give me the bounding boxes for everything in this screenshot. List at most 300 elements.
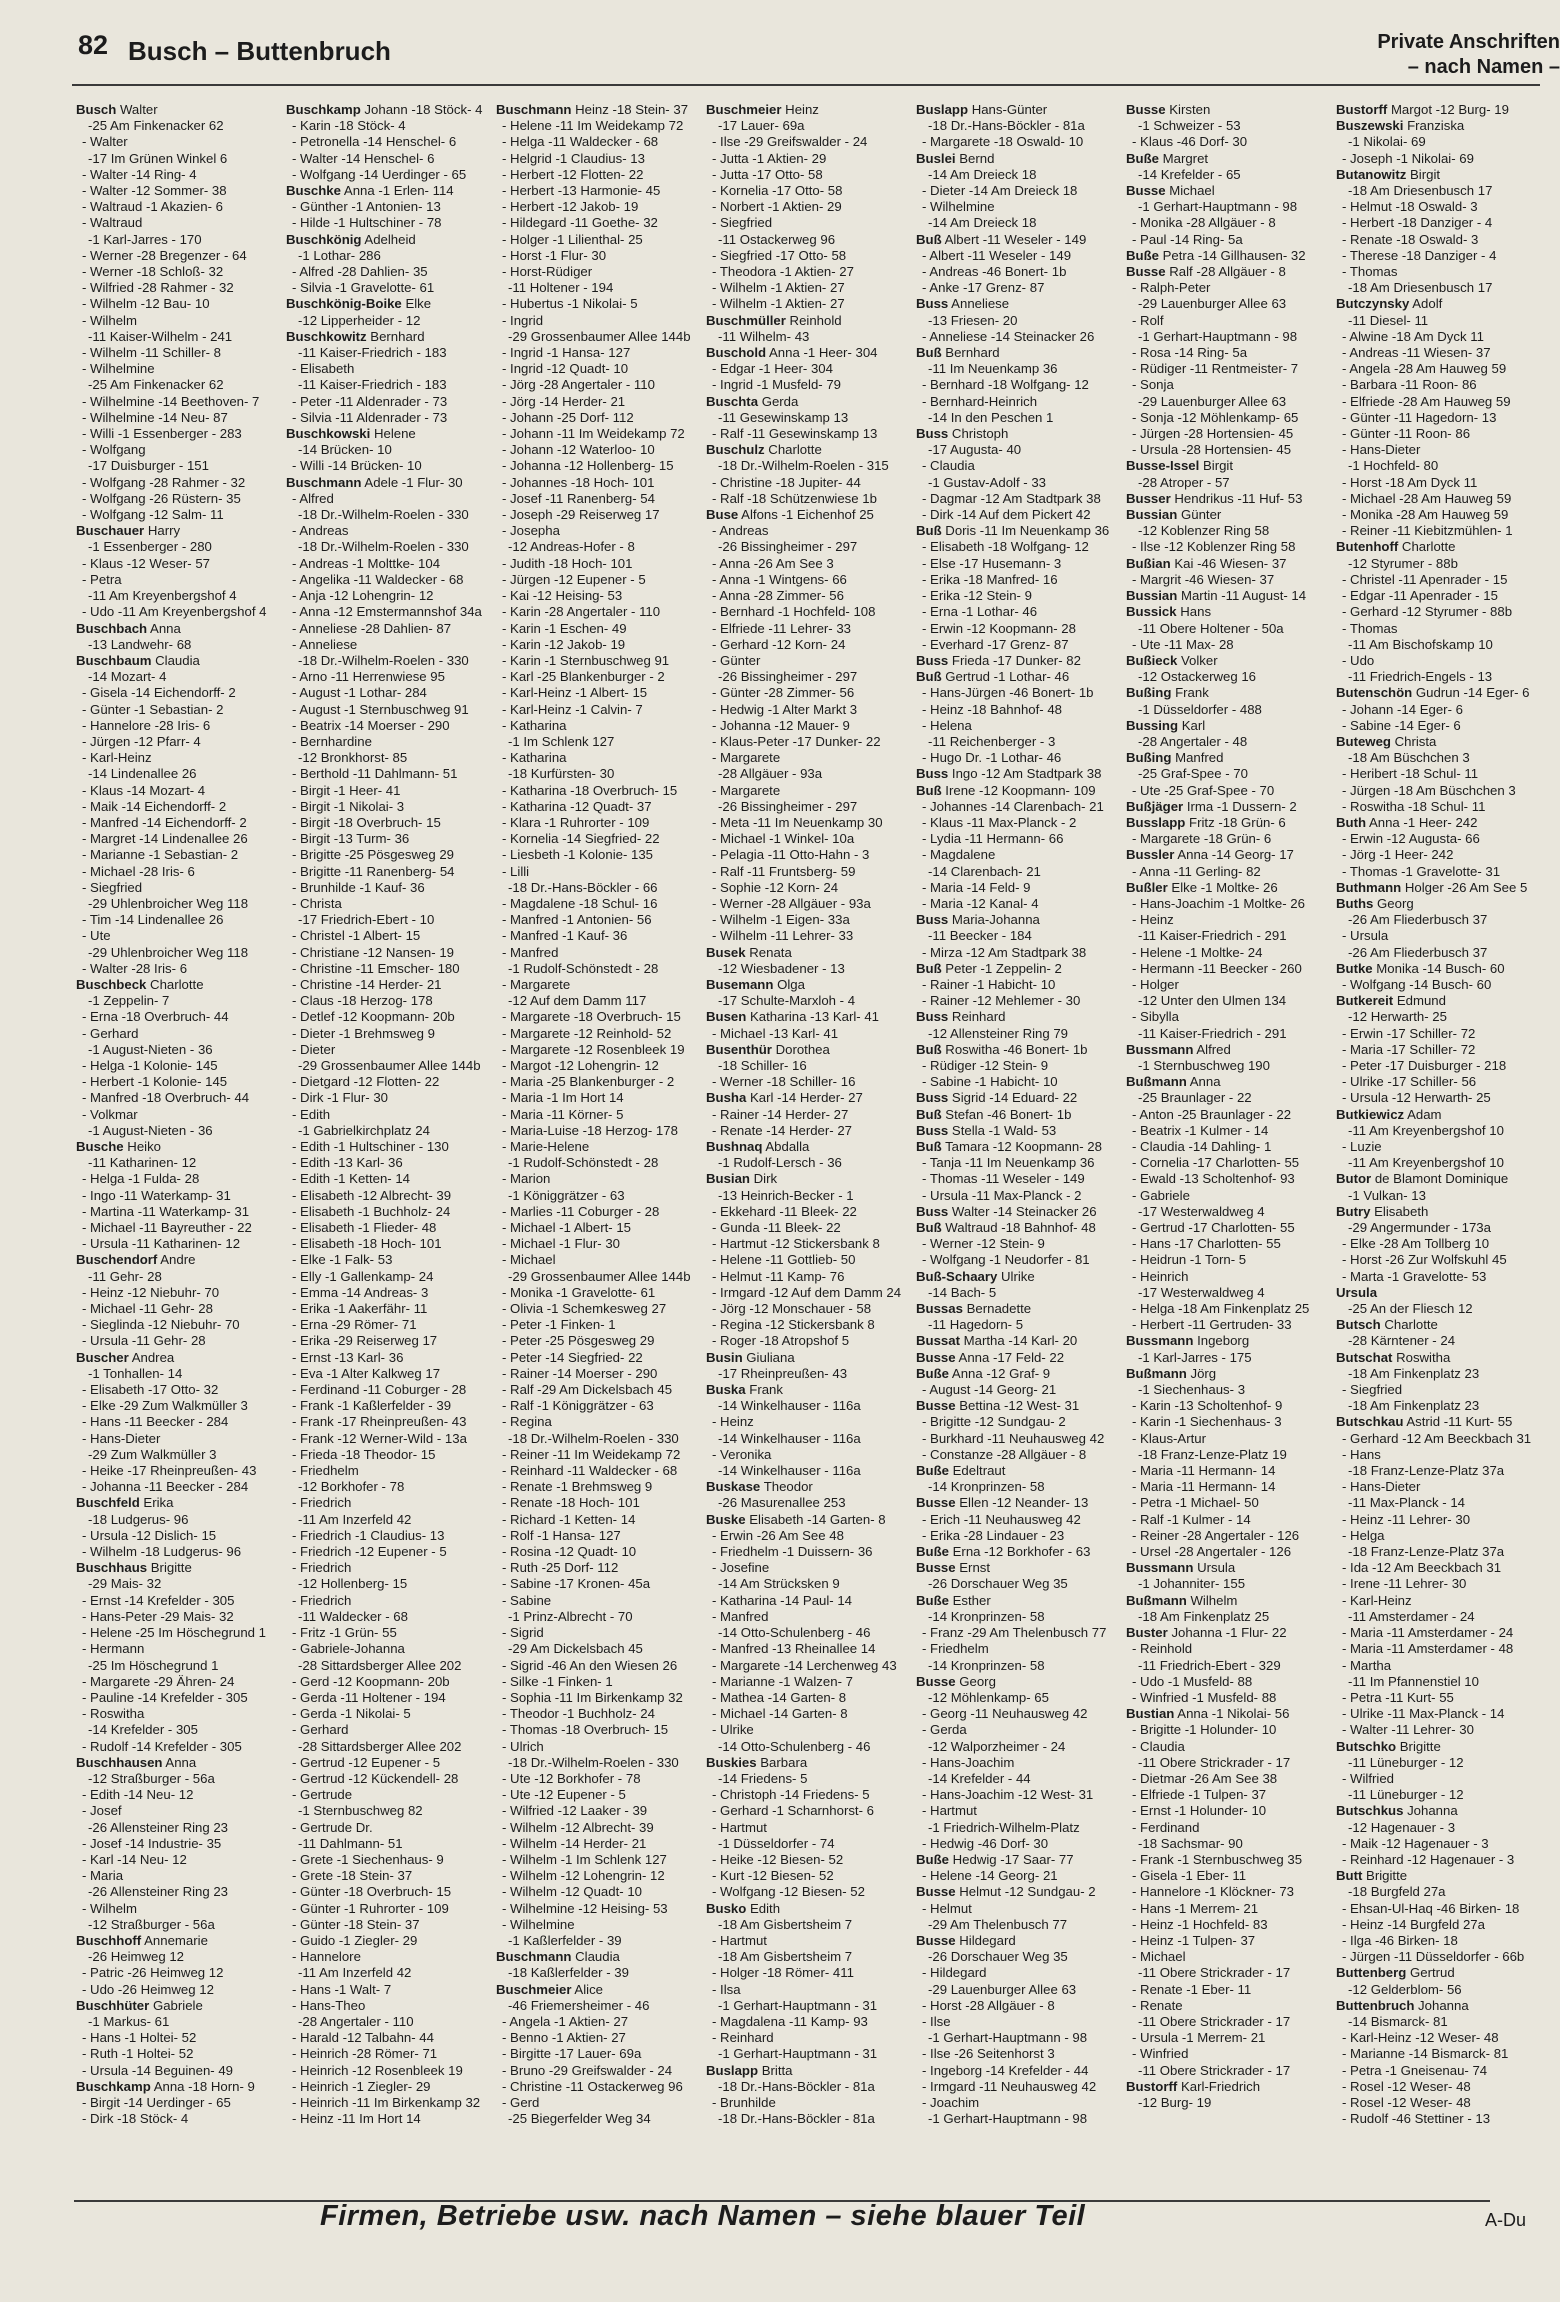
surname: Bussian bbox=[1126, 588, 1178, 604]
directory-entry: -18 Dr.-Wilhelm-Roelen - 330 bbox=[508, 1430, 679, 1446]
surname: Bussler bbox=[1126, 847, 1175, 863]
directory-entry: - Walter -14 Henschel- 6 bbox=[292, 150, 435, 166]
directory-entry: - Hans -1 Holtei- 52 bbox=[82, 2030, 197, 2046]
directory-entry: Buss Walter -14 Steinacker 26 bbox=[916, 1203, 1097, 1219]
directory-entry: - Arno -11 Herrenwiese 95 bbox=[292, 669, 445, 685]
directory-entry: - Karl-Heinz -1 Calvin- 7 bbox=[502, 701, 643, 717]
directory-entry: - Cornelia -17 Charlotten- 55 bbox=[1132, 1155, 1300, 1171]
surname: Bußmann bbox=[1126, 1074, 1187, 1090]
surname: Buße bbox=[1126, 150, 1159, 166]
directory-entry: - Hartmut bbox=[712, 1819, 767, 1835]
directory-entry: - Birgit -1 Nikolai- 3 bbox=[292, 798, 405, 814]
directory-entry: - Dirk -14 Auf dem Pickert 42 bbox=[922, 507, 1091, 523]
directory-entry: - Reinhard bbox=[712, 2030, 774, 2046]
directory-entry: -18 Dr.-Hans-Böckler - 81a bbox=[718, 2111, 875, 2127]
directory-entry: - Margarete -14 Lerchenweg 43 bbox=[712, 1657, 897, 1673]
directory-entry: Butschkau Astrid -11 Kurt- 55 bbox=[1336, 1414, 1513, 1430]
directory-entry: - Bernhard -18 Wolfgang- 12 bbox=[922, 377, 1089, 393]
directory-entry: -1 Siechenhaus- 3 bbox=[1138, 1382, 1246, 1398]
directory-entry: - Heinrich -1 Ziegler- 29 bbox=[292, 2078, 431, 2094]
directory-entry: - Veronika bbox=[712, 1446, 772, 1462]
directory-entry: Bussmann Ursula bbox=[1126, 1560, 1236, 1576]
directory-entry: - Sigrid -46 An den Wiesen 26 bbox=[502, 1657, 678, 1673]
footer-note: Firmen, Betriebe usw. nach Namen – siehe blauer Teil bbox=[320, 2200, 1086, 2232]
directory-entry: -18 Franz-Lenze-Platz 19 bbox=[1138, 1446, 1287, 1462]
directory-entry: -17 Westerwaldweg 4 bbox=[1138, 1203, 1265, 1219]
surname: Buthmann bbox=[1336, 879, 1402, 895]
directory-entry: - Gerda bbox=[922, 1722, 967, 1738]
directory-entry: Buschhaus Brigitte bbox=[76, 1560, 192, 1576]
directory-entry: Buschkowski Helene bbox=[286, 426, 416, 442]
surname: Bustorff bbox=[1336, 102, 1388, 117]
directory-entry: - Ralph-Peter bbox=[1132, 280, 1211, 296]
directory-entry: - Michael -11 Gehr- 28 bbox=[82, 1301, 213, 1317]
directory-entry: -11 Im Neuenkamp 36 bbox=[928, 361, 1058, 377]
directory-entry: - Klaus -14 Mozart- 4 bbox=[82, 782, 206, 798]
directory-entry: - Margarete -29 Ähren- 24 bbox=[82, 1673, 235, 1689]
directory-entry: - Guido -1 Ziegler- 29 bbox=[292, 1932, 418, 1948]
surname: Busha bbox=[706, 1090, 747, 1106]
directory-entry: Bussat Martha -14 Karl- 20 bbox=[916, 1333, 1078, 1349]
directory-entry: - Magdalena -11 Kamp- 93 bbox=[712, 2013, 868, 2029]
directory-entry: - Rudolf -14 Krefelder - 305 bbox=[82, 1738, 242, 1754]
directory-entry: - Rüdiger -12 Stein- 9 bbox=[922, 1057, 1049, 1073]
directory-entry: - Heinz bbox=[712, 1414, 754, 1430]
directory-entry: -11 Gesewinskamp 13 bbox=[718, 409, 849, 425]
directory-entry: - Pelagia -11 Otto-Hahn - 3 bbox=[712, 847, 870, 863]
directory-entry: - Maria -11 Körner- 5 bbox=[502, 1106, 624, 1122]
directory-entry: Buschkönig Adelheid bbox=[286, 231, 416, 247]
directory-entry: - Ingo -11 Waterkamp- 31 bbox=[82, 1187, 231, 1203]
surname: Buscher bbox=[76, 1349, 129, 1365]
directory-entry: - Herbert -1 Kolonie- 145 bbox=[82, 1074, 228, 1090]
directory-entry: - Peter -17 Duisburger - 218 bbox=[1342, 1057, 1507, 1073]
directory-entry: - Katharina -12 Quadt- 37 bbox=[502, 798, 652, 814]
directory-entry: Bussas Bernadette bbox=[916, 1301, 1032, 1317]
directory-entry: -25 Im Höschegrund 1 bbox=[88, 1657, 219, 1673]
directory-entry: -11 Im Pfannenstiel 10 bbox=[1348, 1673, 1479, 1689]
directory-entry: -1 Karl-Jarres - 175 bbox=[1138, 1349, 1252, 1365]
directory-entry: -18 Dr.-Hans-Böckler - 81a bbox=[718, 2078, 875, 2094]
directory-entry: Buss Sigrid -14 Eduard- 22 bbox=[916, 1090, 1078, 1106]
directory-entry: -25 Am Finkenacker 62 bbox=[88, 377, 224, 393]
surname: Buss bbox=[916, 296, 949, 312]
directory-entry: Busenthür Dorothea bbox=[706, 1041, 830, 1057]
directory-entry: - Karl-Heinz bbox=[82, 750, 152, 766]
directory-entry: - Johann -25 Dorf- 112 bbox=[502, 409, 634, 425]
directory-entry: - Gisela -14 Eichendorff- 2 bbox=[82, 685, 236, 701]
directory-entry: - Walter -28 Iris- 6 bbox=[82, 960, 188, 976]
surname: Busse bbox=[1126, 183, 1166, 199]
directory-entry: -11 Beecker - 184 bbox=[928, 928, 1032, 944]
directory-entry: - Jürgen -18 Am Büschchen 3 bbox=[1342, 782, 1516, 798]
directory-entry: - Ilga -46 Birken- 18 bbox=[1342, 1932, 1458, 1948]
directory-entry: Busse Anna -17 Feld- 22 bbox=[916, 1349, 1065, 1365]
surname: Bußian bbox=[1126, 555, 1171, 571]
directory-column bbox=[706, 102, 916, 2190]
directory-entry: - Frank -1 Sternbuschweg 35 bbox=[1132, 1851, 1303, 1867]
directory-entry: - August -1 Lothar- 284 bbox=[292, 685, 427, 701]
directory-entry: Busse Hildegard bbox=[916, 1932, 1016, 1948]
directory-entry: -11 Kaiser-Friedrich - 291 bbox=[1138, 1025, 1287, 1041]
surname: Busch bbox=[76, 102, 117, 117]
directory-entry: Buschkamp Johann -18 Stöck- 4 bbox=[286, 102, 483, 117]
directory-entry: - Hans -17 Charlotten- 55 bbox=[1132, 1236, 1281, 1252]
directory-entry: - Heinrich -11 Im Birkenkamp 32 bbox=[292, 2094, 481, 2110]
directory-entry: Buss Stella -1 Wald- 53 bbox=[916, 1122, 1057, 1138]
directory-entry: -14 Kronprinzen- 58 bbox=[928, 1479, 1045, 1495]
directory-entry: - Maria-Luise -18 Herzog- 178 bbox=[502, 1122, 678, 1138]
directory-entry: - Gisela -1 Eber- 11 bbox=[1132, 1868, 1247, 1884]
directory-entry: - Angela -1 Aktien- 27 bbox=[502, 2013, 629, 2029]
directory-entry: - Edith -1 Hultschiner - 130 bbox=[292, 1139, 449, 1154]
directory-entry: - Walter -11 Lehrer- 30 bbox=[1342, 1722, 1474, 1738]
directory-entry: -14 Krefelder - 65 bbox=[1138, 166, 1241, 182]
directory-entry: -14 Am Dreieck 18 bbox=[928, 215, 1037, 231]
directory-entry: - Wilhelm -1 Im Schlenk 127 bbox=[502, 1851, 667, 1867]
directory-entry: Buske Elisabeth -14 Garten- 8 bbox=[706, 1511, 886, 1527]
directory-entry: -12 Hollenberg- 15 bbox=[298, 1576, 408, 1592]
surname: Bußieck bbox=[1126, 652, 1178, 668]
directory-entry: - Helga bbox=[1342, 1527, 1385, 1543]
directory-entry: -1 Düsseldorfer - 488 bbox=[1138, 701, 1262, 717]
directory-entry: - Elisabeth bbox=[292, 361, 355, 377]
directory-entry: Butanowitz Birgit bbox=[1336, 166, 1441, 182]
directory-entry: - Willi -1 Essenberger - 283 bbox=[82, 426, 242, 442]
directory-entry: Bußmann Anna bbox=[1126, 1074, 1221, 1090]
directory-entry: - Günter bbox=[712, 652, 761, 668]
directory-entry: - Günter -1 Sebastian- 2 bbox=[82, 701, 224, 717]
directory-entry: -17 Schulte-Marxloh - 4 bbox=[718, 993, 856, 1009]
directory-entry: -11 Kaiser-Friedrich - 291 bbox=[1138, 928, 1287, 944]
directory-entry: - Klaus-Artur bbox=[1132, 1430, 1207, 1446]
directory-entry: Buthmann Holger -26 Am See 5 bbox=[1336, 879, 1528, 895]
directory-entry: - Frank -12 Werner-Wild - 13a bbox=[292, 1430, 467, 1446]
surname: Buschkönig bbox=[286, 231, 362, 247]
directory-entry: -11 Lüneburger - 12 bbox=[1348, 1754, 1464, 1770]
surname: Buß bbox=[916, 1139, 942, 1154]
directory-entry: - Josef -11 Ranenberg- 54 bbox=[502, 490, 655, 506]
directory-entry: -1 Karl-Jarres - 170 bbox=[88, 231, 202, 247]
directory-entry: Bußler Elke -1 Moltke- 26 bbox=[1126, 879, 1278, 895]
footer-code: A-Du bbox=[1484, 2210, 1526, 2230]
directory-entry: -14 Krefelder - 44 bbox=[928, 1770, 1031, 1786]
directory-entry: - Rosina -12 Quadt- 10 bbox=[502, 1544, 637, 1560]
directory-entry: - Helmut bbox=[922, 1900, 972, 1916]
directory-entry: - Edith bbox=[292, 1106, 331, 1122]
directory-entry: - Beatrix -14 Moerser - 290 bbox=[292, 717, 450, 733]
directory-entry: - Siegfried bbox=[712, 215, 773, 231]
directory-entry: - Edgar -1 Heer- 304 bbox=[712, 361, 833, 377]
directory-entry: - Michael bbox=[502, 1252, 556, 1268]
directory-entry: -12 Ostackerweg 16 bbox=[1138, 669, 1257, 685]
directory-entry: - Wilhelm -12 Quadt- 10 bbox=[502, 1884, 642, 1900]
directory-entry: - Roswitha bbox=[82, 1706, 145, 1722]
directory-entry: - Erika -18 Manfred- 16 bbox=[922, 571, 1058, 587]
directory-entry: - Brigitte -1 Holunder- 10 bbox=[1132, 1722, 1277, 1738]
directory-entry: - Margarete -18 Oswald- 10 bbox=[922, 134, 1084, 150]
surname: Buse bbox=[706, 507, 739, 523]
directory-entry: -29 Grossenbaumer Allee 144b bbox=[508, 1268, 691, 1284]
surname: Buss bbox=[916, 1122, 949, 1138]
directory-entry: Buss Anneliese bbox=[916, 296, 1010, 312]
directory-entry: - Michael -28 Am Hauweg 59 bbox=[1342, 490, 1512, 506]
directory-entry: - Elke -1 Falk- 53 bbox=[292, 1252, 393, 1268]
directory-entry: - Frank -1 Kaßlerfelder - 39 bbox=[292, 1398, 452, 1414]
directory-entry: - Marta -1 Gravelotte- 53 bbox=[1342, 1268, 1487, 1284]
directory-entry: -11 Friedrich-Engels - 13 bbox=[1348, 669, 1493, 685]
directory-entry: - Christel -11 Apenrader - 15 bbox=[1342, 571, 1508, 587]
directory-entry: Buß Stefan -46 Bonert- 1b bbox=[916, 1106, 1072, 1122]
directory-entry: -28 Angertaler - 110 bbox=[298, 2013, 414, 2029]
directory-entry: - Gabriele bbox=[1132, 1187, 1190, 1203]
surname: Buttenberg bbox=[1336, 1965, 1407, 1981]
directory-entry: -14 Brücken- 10 bbox=[298, 442, 392, 458]
directory-entry: - Manfred -1 Antonien- 56 bbox=[502, 912, 652, 928]
directory-entry: - Christine -14 Herder- 21 bbox=[292, 976, 442, 992]
directory-entry: - Brigitte -11 Ranenberg- 54 bbox=[292, 863, 455, 879]
directory-entry: - Bernhard -1 Hochfeld- 108 bbox=[712, 604, 876, 620]
surname: Buschta bbox=[706, 393, 759, 409]
directory-entry: -29 Lauenburger Allee 63 bbox=[1138, 296, 1287, 312]
directory-entry: - Petronella -14 Henschel- 6 bbox=[292, 134, 457, 150]
directory-entry: -12 Hagenauer - 3 bbox=[1348, 1819, 1456, 1835]
surname: Buschmüller bbox=[706, 312, 786, 328]
surname: Bußjäger bbox=[1126, 798, 1184, 814]
directory-entry: - Andreas -11 Wiesen- 37 bbox=[1342, 345, 1491, 361]
directory-entry: - Ernst -14 Krefelder - 305 bbox=[82, 1592, 235, 1608]
directory-entry: - Maria -11 Hermann- 14 bbox=[1132, 1479, 1276, 1495]
surname: Butry bbox=[1336, 1203, 1371, 1219]
directory-entry: Bussing Karl bbox=[1126, 717, 1206, 733]
directory-entry bbox=[1336, 1285, 1542, 1301]
directory-entry: - Dagmar -12 Am Stadtpark 38 bbox=[922, 490, 1101, 506]
surname: Buß-Schaary bbox=[916, 1268, 998, 1284]
directory-entry: - Jörg -28 Angertaler - 110 bbox=[502, 377, 655, 393]
directory-entry: - Ute -11 Max- 28 bbox=[1132, 636, 1234, 652]
surname: Busse-Issel bbox=[1126, 458, 1200, 474]
directory-entry: - Theodora -1 Aktien- 27 bbox=[712, 264, 854, 280]
surname: Busse bbox=[916, 1398, 956, 1414]
directory-entry: - Ernst -13 Karl- 36 bbox=[292, 1349, 404, 1365]
directory-entry: -18 Am Finkenplatz 23 bbox=[1348, 1398, 1480, 1414]
directory-entry: -25 Am Finkenacker 62 bbox=[88, 118, 224, 134]
directory-entry: - Ute -25 Graf-Spee - 70 bbox=[1132, 782, 1275, 798]
directory-entry: -18 Am Gisbertsheim 7 bbox=[718, 1916, 853, 1932]
surname: Busche bbox=[76, 1139, 124, 1154]
directory-entry: -29 Lauenburger Allee 63 bbox=[1138, 393, 1287, 409]
directory-entry: -12 Borkhofer - 78 bbox=[298, 1479, 405, 1495]
directory-entry: - Udo -26 Heimweg 12 bbox=[82, 1981, 214, 1997]
directory-entry: - Friedhelm -1 Duissern- 36 bbox=[712, 1544, 873, 1560]
surname: Buss bbox=[916, 1009, 949, 1025]
directory-entry: -18 Dr.-Wilhelm-Roelen - 330 bbox=[508, 1754, 679, 1770]
directory-entry: -14 Am Dreieck 18 bbox=[928, 166, 1037, 182]
directory-entry: - Erika -28 Lindauer - 23 bbox=[922, 1527, 1065, 1543]
directory-entry: - Pauline -14 Krefelder - 305 bbox=[82, 1689, 248, 1705]
directory-entry: - Horst -26 Zur Wolfskuhl 45 bbox=[1342, 1252, 1507, 1268]
directory-entry: -12 Allensteiner Ring 79 bbox=[928, 1025, 1069, 1041]
directory-entry: -1 Rudolf-Schönstedt - 28 bbox=[508, 1155, 659, 1171]
directory-entry: - Gerhard -12 Am Beeckbach 31 bbox=[1342, 1430, 1532, 1446]
directory-entry: -14 Krefelder - 305 bbox=[88, 1722, 198, 1738]
directory-entry: -12 Burg- 19 bbox=[1138, 2094, 1212, 2110]
directory-entry: - Tanja -11 Im Neuenkamp 36 bbox=[922, 1155, 1095, 1171]
directory-entry: - Burkhard -11 Neuhausweg 42 bbox=[922, 1430, 1105, 1446]
directory-entry: -14 Otto-Schulenberg - 46 bbox=[718, 1738, 871, 1754]
directory-entry: - Winfried bbox=[1132, 2046, 1189, 2062]
directory-entry: Buths Georg bbox=[1336, 895, 1414, 911]
directory-entry: - Jürgen -11 Düsseldorfer - 66b bbox=[1342, 1949, 1525, 1965]
directory-entry: -18 Am Driesenbusch 17 bbox=[1348, 280, 1493, 296]
directory-entry: - Helena bbox=[922, 717, 972, 733]
directory-entry: - Margarete bbox=[712, 750, 781, 766]
directory-entry: -25 An der Fliesch 12 bbox=[1348, 1301, 1473, 1317]
directory-entry: -29 Zum Walkmüller 3 bbox=[88, 1446, 217, 1462]
directory-entry: -12 Walporzheimer - 24 bbox=[928, 1738, 1066, 1754]
directory-entry: - Erich -11 Neuhausweg 42 bbox=[922, 1511, 1081, 1527]
directory-entry: - Anna -26 Am See 3 bbox=[712, 555, 834, 571]
directory-entry: - Reinhold bbox=[1132, 1641, 1193, 1657]
directory-entry: Buss Ingo -12 Am Stadtpark 38 bbox=[916, 766, 1102, 782]
directory-entry: - Ferdinand bbox=[1132, 1819, 1200, 1835]
directory-entry: - Jürgen -28 Hortensien- 45 bbox=[1132, 426, 1294, 442]
surname: Buschkamp bbox=[76, 2078, 151, 2094]
directory-entry: -14 Kronprinzen- 58 bbox=[928, 1657, 1045, 1673]
directory-entry: - Ursula -14 Beguinen- 49 bbox=[82, 2062, 234, 2078]
surname: Buß bbox=[916, 960, 942, 976]
directory-entry: - Elisabeth -1 Flieder- 48 bbox=[292, 1220, 437, 1236]
directory-entry: Busse Georg bbox=[916, 1673, 996, 1689]
directory-entry: Bushnaq Abdalla bbox=[706, 1139, 810, 1154]
surname: Buschmeier bbox=[496, 1981, 572, 1997]
directory-entry: - Paul -14 Ring- 5a bbox=[1132, 231, 1243, 247]
surname: Buszewski bbox=[1336, 118, 1404, 134]
directory-entry: -25 Graf-Spee - 70 bbox=[1138, 766, 1248, 782]
directory-entry: - Sibylla bbox=[1132, 1009, 1179, 1025]
directory-entry: Buße Margret bbox=[1126, 150, 1209, 166]
directory-entry: - Herbert -13 Harmonie- 45 bbox=[502, 183, 661, 199]
directory-entry: - Christine -11 Ostackerweg 96 bbox=[502, 2078, 683, 2094]
directory-entry: - Hans -1 Merrem- 21 bbox=[1132, 1900, 1259, 1916]
directory-entry: - Ingrid -12 Quadt- 10 bbox=[502, 361, 629, 377]
directory-entry: Busko Edith bbox=[706, 1900, 781, 1916]
directory-entry: -11 Obere Strickrader - 17 bbox=[1138, 2013, 1291, 2029]
surname: Bußing bbox=[1126, 750, 1172, 766]
directory-entry: - Hans-Joachim bbox=[922, 1754, 1015, 1770]
directory-entry: -1 Vulkan- 13 bbox=[1348, 1187, 1426, 1203]
directory-entry: - Alwine -18 Am Dyck 11 bbox=[1342, 328, 1484, 344]
directory-entry: Buss Frieda -17 Dunker- 82 bbox=[916, 652, 1081, 668]
directory-entry: Butczynsky Adolf bbox=[1336, 296, 1443, 312]
directory-entry: - Johannes -14 Clarenbach- 21 bbox=[922, 798, 1104, 814]
directory-entry: - Wilhelm -12 Albrecht- 39 bbox=[502, 1819, 654, 1835]
directory-entry: Bussmann Ingeborg bbox=[1126, 1333, 1250, 1349]
directory-entry: - Wilhelm -1 Eigen- 33a bbox=[712, 912, 850, 928]
surname: Buska bbox=[706, 1382, 746, 1398]
surname: Bussat bbox=[916, 1333, 960, 1349]
surname: Butanowitz bbox=[1336, 166, 1407, 182]
directory-entry: - Wilhelmine bbox=[922, 199, 995, 215]
directory-entry: - Michael bbox=[1132, 1949, 1186, 1965]
directory-entry: - Wolfgang -28 Rahmer - 32 bbox=[82, 474, 246, 490]
directory-entry: Bussian Martin -11 August- 14 bbox=[1126, 588, 1307, 604]
directory-entry: - Heinz -12 Niebuhr- 70 bbox=[82, 1284, 220, 1300]
surname: Bußing bbox=[1126, 685, 1172, 701]
directory-entry: -14 Lindenallee 26 bbox=[88, 766, 197, 782]
directory-entry: -12 Styrumer - 88b bbox=[1348, 555, 1458, 571]
surname: Bußmann bbox=[1126, 1592, 1187, 1608]
directory-entry: -12 Möhlenkamp- 65 bbox=[928, 1689, 1049, 1705]
directory-entry: - Franz -29 Am Thelenbusch 77 bbox=[922, 1625, 1107, 1641]
directory-entry: Buslei Bernd bbox=[916, 150, 995, 166]
directory-entry: -12 Wiesbadener - 13 bbox=[718, 960, 845, 976]
directory-entry: - Friedrich -12 Eupener - 5 bbox=[292, 1544, 447, 1560]
directory-entry: - Bernhard-Heinrich bbox=[922, 393, 1038, 409]
directory-entry: - Heinrich -12 Rosenbleek 19 bbox=[292, 2062, 463, 2078]
surname: Bussian bbox=[1126, 507, 1178, 523]
directory-entry: Busche Heiko bbox=[76, 1139, 162, 1154]
surname: Buskies bbox=[706, 1754, 757, 1770]
directory-entry: - Margarete bbox=[712, 782, 781, 798]
section-title-line2: – nach Namen – bbox=[1407, 56, 1560, 78]
directory-entry: - Hedwig -46 Dorf- 30 bbox=[922, 1835, 1049, 1851]
directory-entry: - Edith -1 Ketten- 14 bbox=[292, 1171, 411, 1187]
directory-entry: - Elisabeth -17 Otto- 32 bbox=[82, 1382, 219, 1398]
surname: Buschke bbox=[286, 183, 341, 199]
directory-entry: - Hans-Joachim -1 Moltke- 26 bbox=[1132, 895, 1305, 911]
directory-entry: - Heinrich bbox=[1132, 1268, 1189, 1284]
surname: Buschmann bbox=[496, 102, 572, 117]
directory-entry: Busen Katharina -13 Karl- 41 bbox=[706, 1009, 879, 1025]
directory-entry: -18 Dr.-Wilhelm-Roelen - 330 bbox=[298, 539, 469, 555]
directory-entry: Buschke Anna -1 Erlen- 114 bbox=[286, 183, 454, 199]
directory-entry: - Michael -13 Karl- 41 bbox=[712, 1025, 839, 1041]
directory-entry: - Joseph -1 Nikolai- 69 bbox=[1342, 150, 1474, 166]
directory-entry: -1 Nikolai- 69 bbox=[1348, 134, 1426, 150]
surname: Butt bbox=[1336, 1868, 1363, 1884]
directory-entry: -1 Rudolf-Schönstedt - 28 bbox=[508, 960, 659, 976]
directory-entry: -18 Dr.-Hans-Böckler - 66 bbox=[508, 879, 658, 895]
directory-entry: - Irmgard -11 Neuhausweg 42 bbox=[922, 2078, 1097, 2094]
directory-entry: - Anneliese -28 Dahlien- 87 bbox=[292, 620, 452, 636]
surname: Buschold bbox=[706, 345, 767, 361]
directory-entry: - Herbert -11 Gertruden- 33 bbox=[1132, 1317, 1292, 1333]
directory-entry: - Günter -18 Stein- 37 bbox=[292, 1916, 420, 1932]
surname: Busse bbox=[916, 1495, 956, 1511]
directory-entry: -14 Am Strücksken 9 bbox=[718, 1576, 840, 1592]
directory-entry: -18 Am Finkenplatz 23 bbox=[1348, 1365, 1480, 1381]
directory-entry: - Heinz -1 Hochfeld- 83 bbox=[1132, 1916, 1268, 1932]
surname: Buslapp bbox=[706, 2062, 759, 2078]
surname: Butsch bbox=[1336, 1317, 1381, 1333]
directory-entry: - Jörg -12 Monschauer - 58 bbox=[712, 1301, 872, 1317]
directory-entry: Buttenberg Gertrud bbox=[1336, 1965, 1455, 1981]
directory-entry: - Winfried -1 Musfeld- 88 bbox=[1132, 1689, 1277, 1705]
directory-entry: - Wolfgang -1 Neudorfer - 81 bbox=[922, 1252, 1090, 1268]
directory-entry: Busse Ellen -12 Neander- 13 bbox=[916, 1495, 1089, 1511]
directory-entry: - Klara -1 Ruhrorter - 109 bbox=[502, 814, 650, 830]
surname: Buße bbox=[916, 1365, 949, 1381]
directory-entry: Busse-Issel Birgit bbox=[1126, 458, 1234, 474]
directory-entry: - Irene -11 Lehrer- 30 bbox=[1342, 1576, 1467, 1592]
surname: Buske bbox=[706, 1511, 746, 1527]
directory-entry: - Rainer -14 Moerser - 290 bbox=[502, 1365, 658, 1381]
directory-entry: -11 Dahlmann- 51 bbox=[298, 1835, 403, 1851]
directory-entry: -1 Zeppelin- 7 bbox=[88, 993, 170, 1009]
directory-entry: -1 Gustav-Adolf - 33 bbox=[928, 474, 1047, 490]
directory-entry: -14 In den Peschen 1 bbox=[928, 409, 1054, 425]
